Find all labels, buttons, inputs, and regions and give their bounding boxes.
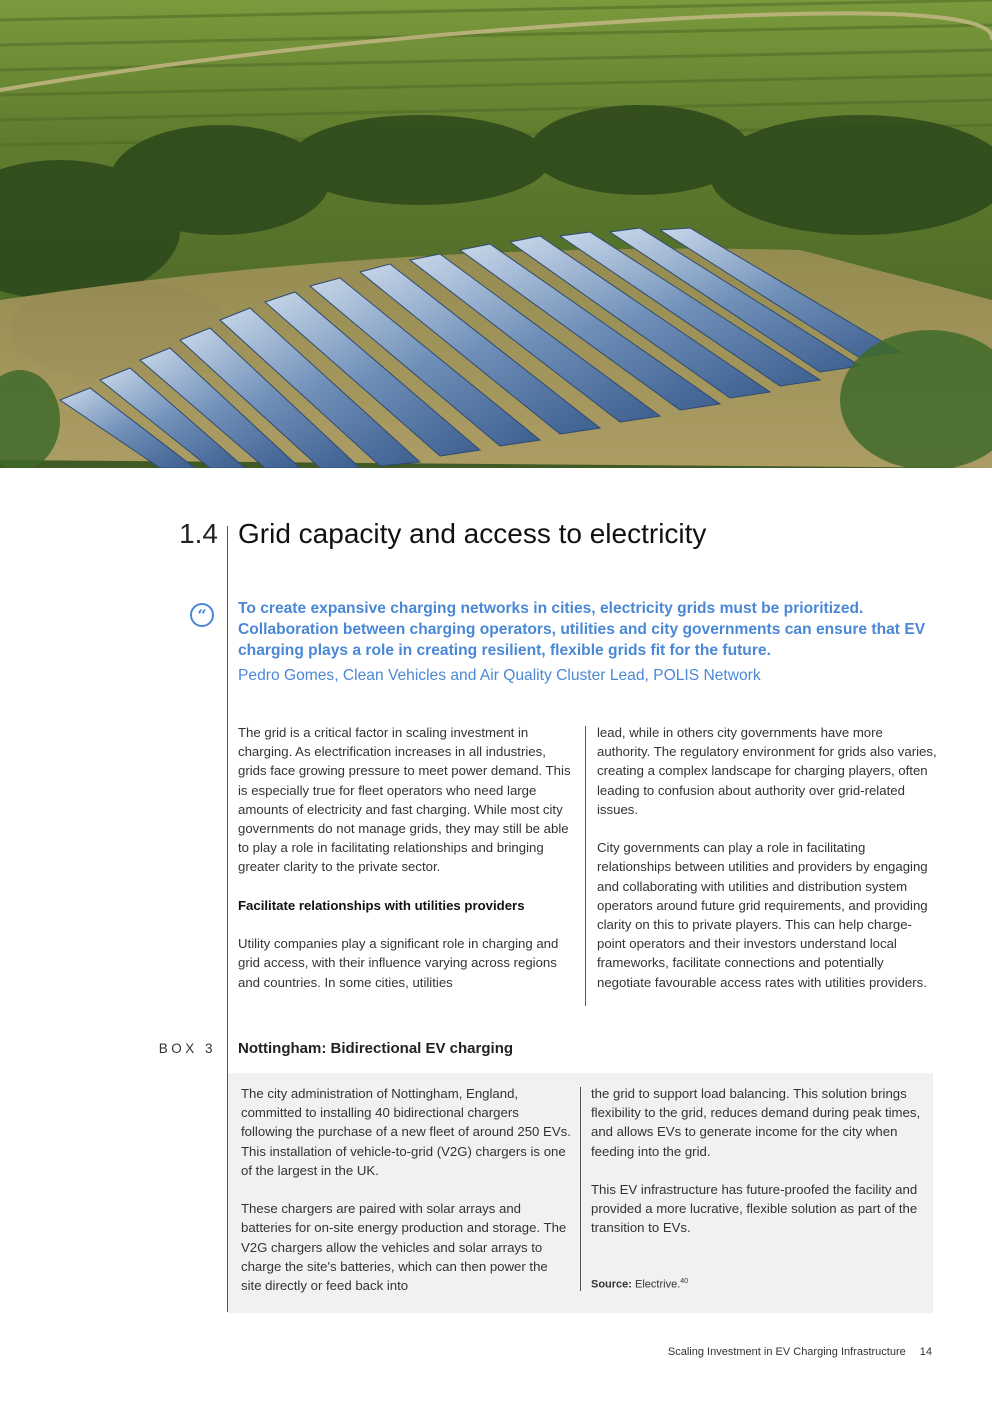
body-column-left — [238, 723, 573, 992]
body-paragraph: lead, while in others city governments have more authority. The regulatory environment for grids also varies, creating a complex landscape for charging players, often leading to confusion about authority over grid-related issues. — [597, 725, 937, 817]
body-subheading: Facilitate relationships with utilities providers — [238, 897, 525, 913]
source-text: Electrive. — [635, 1278, 681, 1291]
section-number: 1.4 — [179, 518, 218, 549]
body-paragraph: City governments can play a role in facilitating relationships between utilities and providers by engaging and collaborating with utilities and distribution system operators around future grid requirements, and providing clarity on this to private players. This can help charge-point operators and their investors understand local frameworks, facilitate connections and potentially negotiate favourable access rates with utilities providers. — [597, 840, 928, 990]
column-divider — [585, 726, 586, 1006]
section-title: Grid capacity and access to electricity — [238, 518, 707, 549]
box-paragraph: the grid to support load balancing. This solution brings flexibility to the grid, reduces demand during peak times, and allows EVs to generate income for the city when feeding into the grid. — [591, 1086, 921, 1159]
box-column-right — [591, 1084, 921, 1238]
box-column-divider — [580, 1087, 581, 1291]
footer-report-title: Scaling Investment in EV Charging Infrastructure — [667, 1346, 906, 1358]
hero-photo-solar-farm — [0, 0, 992, 468]
box-column-left — [241, 1084, 571, 1295]
box-title: Nottingham: Bidirectional EV charging — [238, 1040, 514, 1057]
quote-icon: “ — [190, 603, 214, 627]
box-paragraph: The city administration of Nottingham, England, committed to installing 40 bidirectional chargers following the purchase of a new fleet of around 250 EVs. This installation of vehicle-to-grid (V2G) chargers is one of the largest in the UK. — [241, 1086, 571, 1178]
body-column-right — [597, 723, 937, 992]
pull-quote: To create expansive charging networks in cities, electricity grids must be prioritized. Collaboration between charging operators, utilities and city governments can ensure that EV charging plays a role in creating resilient, flexible grids fit for the future. — [238, 600, 926, 659]
box-paragraph: These chargers are paired with solar arrays and batteries for on-site energy production and storage. The V2G chargers allow the vehicles and solar arrays to charge the site's batteries, which can then power the site directly or feed back into — [241, 1201, 567, 1294]
source-label: Source: — [591, 1278, 632, 1291]
box-label: BOX 3 — [158, 1041, 216, 1056]
page-footer — [560, 1346, 932, 1358]
box-source — [591, 1278, 688, 1291]
body-paragraph: The grid is a critical factor in scaling investment in charging. As electrification increases in all industries, grids face growing pressure to meet power demand. This is especially true for fleet operators who need large amounts of electricity and fast charging. While most city governments do not manage grids, they may still be able to play a role in facilitating relationships and bringing greater clarity to the private sector. — [238, 725, 571, 875]
body-paragraph: Utility companies play a significant role in charging and grid access, with their influence varying across regions and countries. In some cities, utilities — [238, 936, 559, 990]
box-paragraph: This EV infrastructure has future-proofed the facility and provided a more lucrative, flexible solution as part of the transition to EVs. — [591, 1182, 918, 1236]
page-number: 14 — [919, 1346, 932, 1358]
source-footnote-ref[interactable]: 40 — [680, 1278, 689, 1285]
quote-attribution: Pedro Gomes, Clean Vehicles and Air Quality Cluster Lead, POLIS Network — [238, 667, 761, 684]
